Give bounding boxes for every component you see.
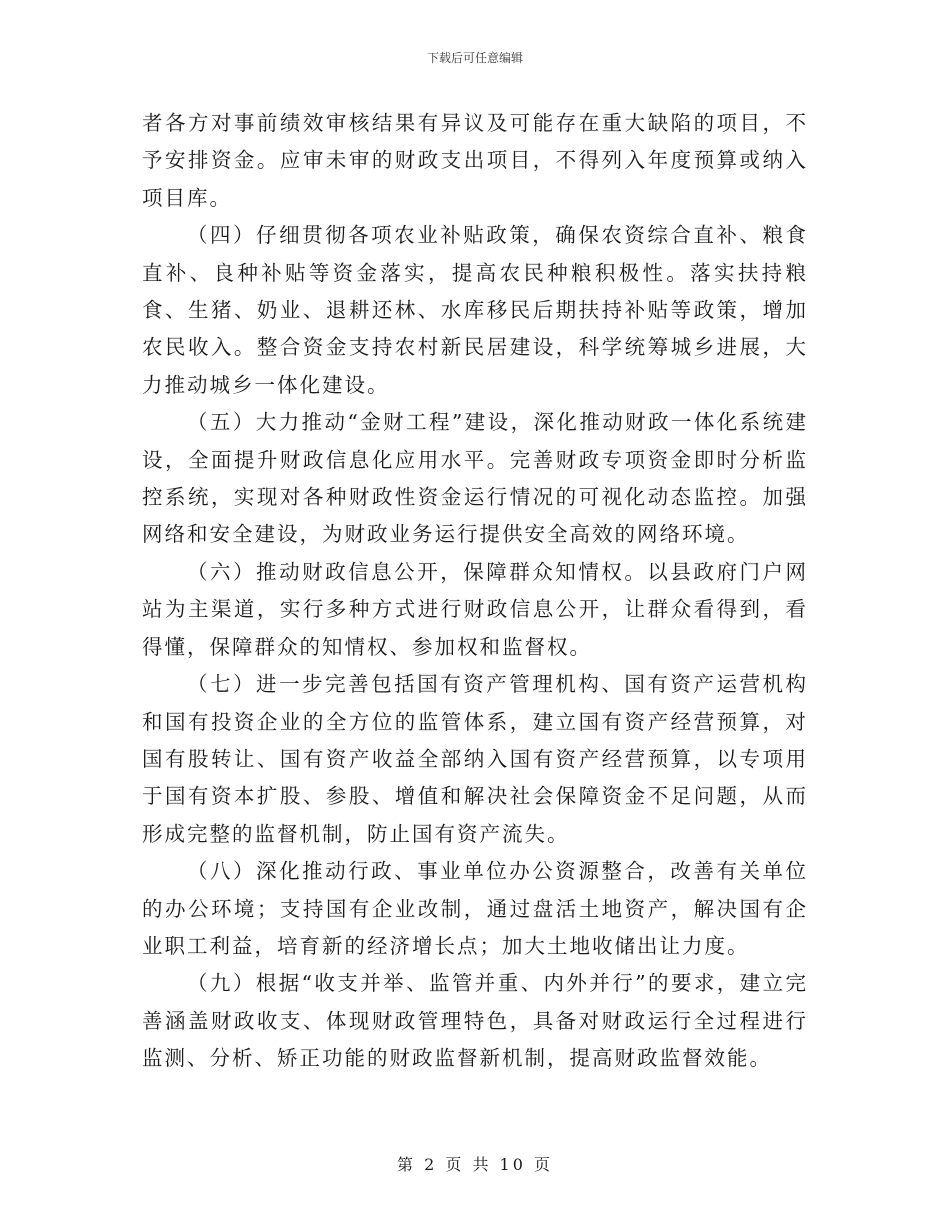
page-number-footer: 第 2 页 共 10 页 bbox=[397, 1155, 553, 1174]
paragraph-item-8: （八）深化推动行政、事业单位办公资源整合，改善有关单位的办公环境；支持国有企业改制，通过盘活土地资产，解决国有企业职工利益，培育新的经济增长点；加大土地收储出让力度。 bbox=[142, 859, 808, 958]
paragraph-item-7: （七）进一步完善包括国有资产管理机构、国有资产运营机构和国有投资企业的全方位的监管体系，建立国有资产经营预算，对国有股转让、国有资产收益全部纳入国有资产经营预算，以专项用于国有资本扩股、参股、增值和解决社会保障资金不足问题，从而形成完整的监督机制，防止国有资产流失。 bbox=[142, 672, 808, 846]
paragraph-item-4: （四）仔细贯彻各项农业补贴政策，确保农资综合直补、粮食直补、良种补贴等资金落实，提高农民种粮积极性。落实扶持粮食、生猪、奶业、退耕还林、水库移民后期扶持补贴等政策，增加农民收入。整合资金支持农村新民居建设，科学统筹城乡进展，大力推动城乡一体化建设。 bbox=[142, 223, 808, 397]
paragraph-item-5: （五）大力推动“金财工程”建设，深化推动财政一体化系统建设，全面提升财政信息化应用水平。完善财政专项资金即时分析监控系统，实现对各种财政性资金运行情况的可视化动态监控。加强网络和安全建设，为财政业务运行提供安全高效的网络环境。 bbox=[142, 410, 808, 547]
page-header: 下载后可任意编辑 bbox=[426, 51, 523, 65]
paragraph-item-6: （六）推动财政信息公开，保障群众知情权。以县政府门户网站为主渠道，实行多种方式进行财政信息公开，让群众看得到，看得懂，保障群众的知情权、参加权和监督权。 bbox=[142, 559, 808, 659]
paragraph-continued: 者各方对事前绩效审核结果有异议及可能存在重大缺陷的项目，不予安排资金。应审未审的财政支出项目，不得列入年度预算或纳入项目库。 bbox=[142, 111, 808, 210]
document-body bbox=[142, 105, 808, 1078]
paragraph-item-9: （九）根据“收支并举、监管并重、内外并行”的要求，建立完善涵盖财政收支、体现财政管理特色，具备对财政运行全过程进行监测、分析、矫正功能的财政监督新机制，提高财政监督效能。 bbox=[142, 971, 808, 1071]
